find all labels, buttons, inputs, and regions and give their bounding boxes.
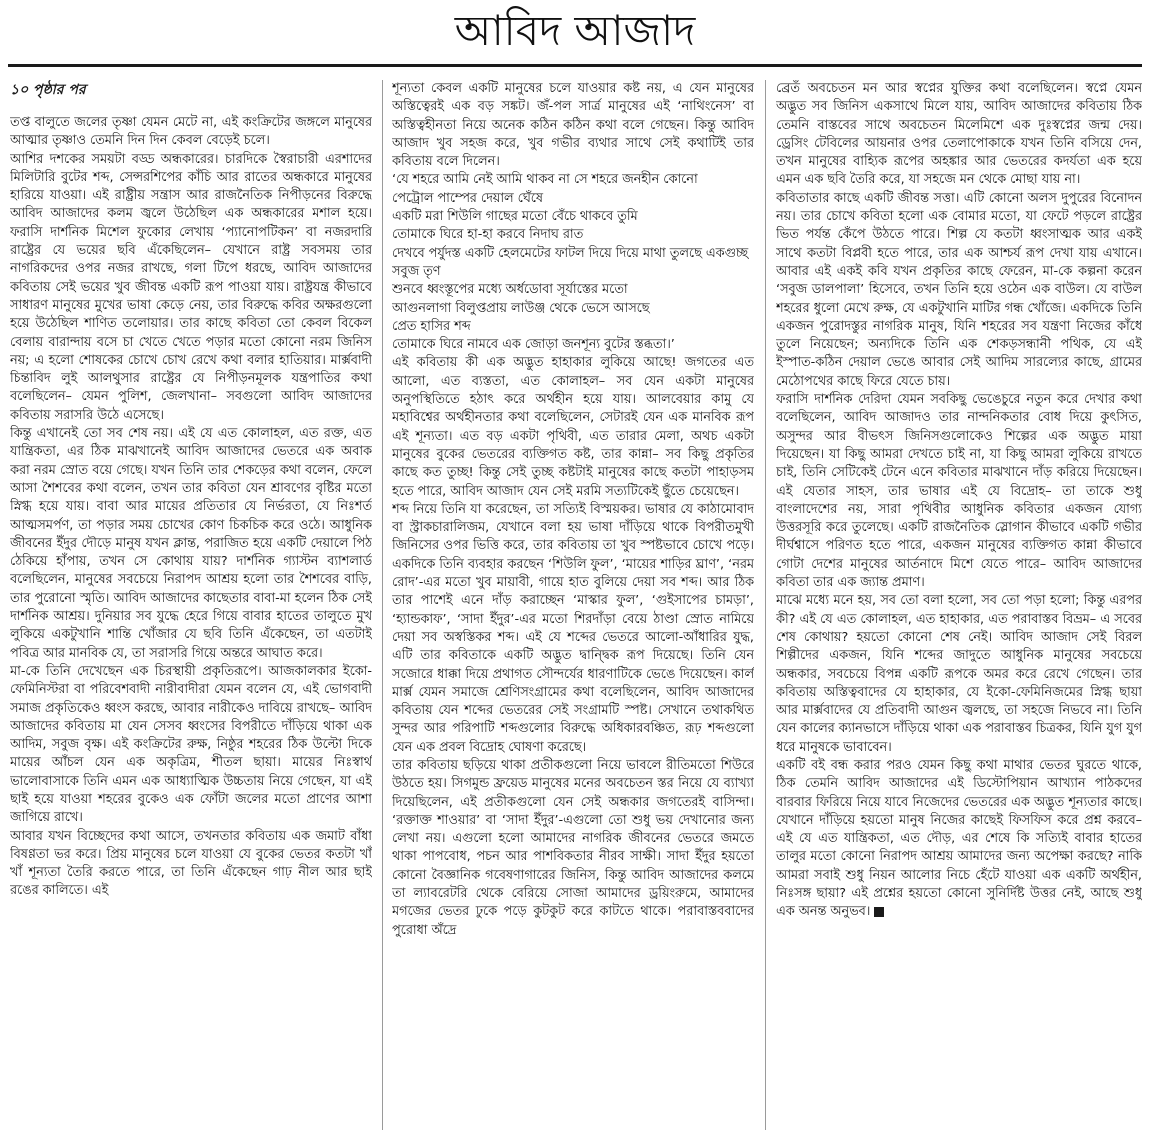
paragraph: আশির দশকের সময়টা বড্ড অন্ধকারের। চারদিকে স্বৈরাচারী এরশাদের মিলিটারি বুটের শব্দ, সেন্সরশিপের কাঁচি আর রাতের অন্ধকারে মানুষের হারিয়ে যাওয়া। এই রাষ্ট্রীয় সন্ত্রাস আর রাজনৈতিক নিপীড়নের বিরুদ্ধে আবিদ আজাদের কলম জ্বলে উঠেছিল এক অন্ধকারের মশাল হয়ে। ফরাসি দার্শনিক মিশেল ফুকোর লেখায় ‘প্যানোপটিকন’ বা নজরদারি রাষ্ট্রের যে ভয়ের ছবি এঁকেছিলেন– যেখানে রাষ্ট্র সবসময় তার নাগরিকদের ওপর নজর রাখছে, গলা টিপে ধরছে, আবিদ আজাদের কবিতায় সেই ভয়ের খুব জীবন্ত একটি রূপ পাওয়া যায়। রাষ্ট্রযন্ত্র কীভাবে সাধারণ মানুষের মুখের ভাষা কেড়ে নেয়, তার বিরুদ্ধে কবির অক্ষরগুলো হয়ে উঠেছিল শাণিত তলোয়ার। তার কাছে কবিতা তো কেবল বিকেল বেলায় বারান্দায় বসে চা খেতে খেতে পড়ার মতো কোনো নরম জিনিস নয়; এ হলো শোষকের চোখে চোখ রেখে কথা বলার হাতিয়ার। মার্ক্সবাদী চিন্তাবিদ লুই আলথুসার রাষ্ট্রের যে নিপীড়নমূলক যন্ত্রপাতির কথা বলেছিলেন– যেমন পুলিশ, জেলখানা– সবগুলো আবিদ আজাদের কবিতায় সরাসরি উঠে এসেছে।	[10, 151, 372, 423]
paragraph: আবার যখন বিচ্ছেদের কথা আসে, তখনতার কবিতায় এক জমাট বাঁধা বিষণ্ণতা ভর করে। প্রিয় মানুষের চলে যাওয়া যে বুকের ভেতর কতটা খাঁ খাঁ শূন্যতা তৈরি করতে পারে, তা তিনি এঁকেছেন গাঢ় নীল আর ছাই রঙের কালিতে। এই	[10, 828, 372, 899]
paragraph: মা-কে তিনি দেখেছেন এক চিরস্থায়ী প্রকৃতিরূপে। আজকালকার ইকো-ফেমিনিস্টরা বা পরিবেশবাদী নারীবাদীরা যেমন বলেন যে, এই ভোগবাদী সমাজ প্রকৃতিকেও ধ্বংস করছে, আবার নারীকেও দাবিয়ে রাখছে– আবিদ আজাদের কবিতায় মা যেন সেসব ধ্বংসের বিপরীতে দাঁড়িয়ে থাকা এক আদিম, সবুজ বৃক্ষ। এই কংক্রিটের রুক্ষ, নিষ্ঠুর শহরের ঠিক উল্টো দিকে মায়ের আঁচল যেন এক অকৃত্রিম, শীতল ছায়া। মায়ের নিঃস্বার্থ ভালোবাসাকে তিনি এমন এক আধ্যাত্মিক উচ্চতায় নিয়ে গেছেন, যা এই ছাই হয়ে যাওয়া শহরের বুকেও এক ফোঁটা জলের মতো প্রাণের আশা জাগিয়ে রাখে।	[10, 663, 372, 826]
poem-line: তোমাকে ঘিরে হা-হা করবে নিদাঘ রাত	[392, 227, 584, 243]
final-paragraph	[776, 757, 1142, 922]
paragraph: ব্রেতঁ অবচেতন মন আর স্বপ্নের যুক্তির কথা বলেছিলেন। স্বপ্নে যেমন অদ্ভুত সব জিনিস একসাথে মিলে যায়, আবিদ আজাদের কবিতায় ঠিক তেমনি বাস্তবের সাথে অবচেতন মিলেমিশে এক দুঃস্বপ্নের জন্ম দেয়। ড্রেসিং টেবিলের আয়নার ওপর তেলাপোকাকে যখন তিনি বসিয়ে দেন, তখন মানুষের বাহ্যিক রূপের অহঙ্কার আর ভেতরের কদর্যতা এক হয়ে এমন এক ছবি তৈরি করে, যা সহজে মন থেকে মোছা যায় না।	[776, 81, 1142, 188]
headline: আবিদ আজাদ	[454, 6, 696, 55]
paragraph-text: একটি বই বন্ধ করার পরও যেমন কিছু কথা মাথার ভেতর ঘুরতে থাকে, ঠিক তেমনি আবিদ আজাদের এই ডিস্টোপিয়ান আখ্যান পাঠকদের বারবার ফিরিয়ে নিয়ে যাবে নিজেদের ভেতরের এক অদ্ভুত শূন্যতার কাছে। যেখানে দাঁড়িয়ে হয়তো মানুষ নিজের কাছেই ফিসফিস করে প্রশ্ন করবে– এই যে এত যান্ত্রিকতা, এত দৌড়, এর শেষে কি সত্যিই বাবার হাতের তালুর মতো কোনো নিরাপদ আশ্রয় আমাদের জন্য অপেক্ষা করছে? নাকি আমরা সবাই শুধু নিয়ন আলোর নিচে হেঁটে যাওয়া এক একটি অর্থহীন, নিঃসঙ্গ ছায়া? এই প্রশ্নের হয়তো কোনো সুনির্দিষ্ট উত্তর নেই, আছে শুধু এক অনন্ত অনুভব।	[776, 757, 1142, 920]
paragraph: শব্দ নিয়ে তিনি যা করেছেন, তা সত্যিই বিস্ময়কর। ভাষার যে কাঠামোবাদ বা স্ট্রাকচারালিজম, যেখানে বলা হয় ভাষা দাঁড়িয়ে থাকে বিপরীতমুখী জিনিসের ওপর ভিত্তি করে, তার কবিতায় তা খুব স্পষ্টভাবে চোখে পড়ে। একদিকে তিনি ব্যবহার করছেন ‘শিউলি ফুল’, ‘মায়ের শাড়ির ঘ্রাণ’, ‘নরম রোদ’-এর মতো খুব মায়াবী, গায়ে হাত বুলিয়ে দেয়া সব শব্দ। আর ঠিক তার পাশেই এনে দাঁড় করাচ্ছেন ‘মাস্কার ফুল’, ‘গুইসাপের চামড়া’, ‘হ্যান্ডকাফ’, ‘সাদা ইঁদুর’-এর মতো শিরদাঁড়া বেয়ে ঠাণ্ডা স্রোত নামিয়ে দেয়া সব অস্বস্তিকর শব্দ। এই যে শব্দের ভেতরে আলো-আঁধারির যুদ্ধ, এটি তার কবিতাকে একটি অদ্ভুত দ্বান্দ্বিক রূপ দিয়েছে। তিনি যেন সজোরে ধাক্কা দিয়ে প্রথাগত সৌন্দর্যের ধারণাটিকে ভেঙে দিয়েছেন। কার্ল মার্ক্স যেমন সমাজে শ্রেণিসংগ্রামের কথা বলেছিলেন, আবিদ আজাদের কবিতায় যেন শব্দের ভেতরের সেই সংগ্রামটি স্পষ্ট। সেখানে তথাকথিত সুন্দর আর পরিপাটি শব্দগুলোর বিরুদ্ধে অধিকারবঞ্চিত, রূঢ় শব্দগুলো যেন এক প্রবল বিদ্রোহ ঘোষণা করেছে।	[392, 501, 754, 755]
article-column-2	[392, 80, 754, 1130]
poem-line: প্রেত হাসির শব্দ	[392, 318, 471, 334]
headline-rule	[8, 64, 1142, 67]
continued-from-label: ১০ পৃষ্ঠার পর	[10, 82, 86, 98]
paragraph: এই কবিতায় কী এক অদ্ভুত হাহাকার লুকিয়ে আছে! জগতের এত আলো, এত ব্যস্ততা, এত কোলাহল– সব যেন একটা মানুষের অনুপস্থিতিতে হঠাৎ করে অর্থহীন হয়ে যায়। আলবেয়ার কামু যে মহাবিশ্বের অর্থহীনতার কথা বলেছিলেন, সেটারই যেন এক মানবিক রূপ এই শূন্যতা। এত বড় একটা পৃথিবী, এত তারার মেলা, অথচ একটা মানুষের বুকের ভেতরের ব্যক্তিগত কষ্ট, তার কান্না– সব কিছু প্রকৃতির কাছে কত তুচ্ছ! কিন্তু সেই তুচ্ছ কষ্টটাই মানুষের কাছে কতটা পাহাড়সম হতে পারে, আবিদ আজাদ যেন সেই মরমি সত্যটিকেই ছুঁতে চেয়েছেন।	[392, 355, 754, 499]
paragraph: মাঝে মধ্যে মনে হয়, সব তো বলা হলো, সব তো পড়া হলো; কিন্তু এরপর কী? এই যে এত কোলাহল, এত হাহাকার, এত পরাবাস্তব বিভ্রম– এ সবের শেষ কোথায়? হয়তো কোনো শেষ নেই। আবিদ আজাদ সেই বিরল শিল্পীদের একজন, যিনি শব্দের জাদুতে আধুনিক মানুষের সবচেয়ে অন্ধকার, সবচেয়ে বিপন্ন একটি রূপকে অমর করে রেখে গেছেন। তার কবিতায় অস্তিত্ববাদের যে হাহাকার, যে ইকো-ফেমিনিজমের স্নিগ্ধ ছায়া আর মার্ক্সবাদের যে প্রতিবাদী আগুন জ্বলছে, তা সহজে নিভবে না। তিনি যেন কালের ক্যানভাসে দাঁড়িয়ে থাকা এক পরাবাস্তব চিত্রকর, যিনি যুগ যুগ ধরে মানুষকে ভাবাবেন।	[776, 593, 1142, 755]
article-column-1	[10, 80, 372, 1130]
paragraph: তপ্ত বালুতে জলের তৃষ্ণা যেমন মেটে না, এই কংক্রিটের জঙ্গলে মানুষের আত্মার তৃষ্ণাও তেমনি দিন দিন কেবল বেড়েই চলে।	[10, 115, 372, 149]
poem-line: পেট্রোল পাম্পের দেয়াল ঘেঁষে	[392, 190, 543, 206]
poem-line: শুনবে ধ্বংস্তূপের মধ্যে অর্ধডোবা সূর্যাস্তের মতো	[392, 282, 628, 298]
paragraph: তার কবিতায় ছড়িয়ে থাকা প্রতীকগুলো নিয়ে ভাবলে রীতিমতো শিউরে উঠতে হয়। সিগমুন্ড ফ্রয়েড মানুষের মনের অবচেতন স্তর নিয়ে যে ব্যাখ্যা দিয়েছিলেন, এই প্রতীকগুলো যেন সেই অন্ধকার জগতেরই বাসিন্দা। ‘রক্তাক্ত শাওয়ার’ বা ‘সাদা ইঁদুর’-এগুলো তো শুধু ভয় দেখানোর জন্য লেখা নয়। এগুলো হলো আমাদের নাগরিক জীবনের ভেতরে জমতে থাকা পাপবোধ, পচন আর পাশবিকতার নীরব সাক্ষী। সাদা ইঁদুর হয়তো কোনো বৈজ্ঞানিক গবেষণাগারের জিনিস, কিন্তু আবিদ আজাদের কলমে তা ল্যাবরেটরি থেকে বেরিয়ে সোজা আমাদের ড্রয়িংরুমে, আমাদের মগজের ভেতর ঢুকে পড়ে কুটকুট করে কাটতে থাকে। পরাবাস্তববাদের পুরোধা অঁদ্রে	[392, 757, 754, 938]
paragraph: ফরাসি দার্শনিক দেরিদা যেমন সবকিছু ভেঙেচুরে নতুন করে দেখার কথা বলেছিলেন, আবিদ আজাদও তার নান্দনিকতার বোধ দিয়ে কুৎসিত, অসুন্দর আর বীভৎস জিনিসগুলোকেও শিল্পের এক অদ্ভুত মায়া দিয়েছেন। যা কিছু আমরা দেখতে চাই না, যা কিছু আমরা লুকিয়ে রাখতে চাই, তিনি সেটিকেই টেনে এনে কবিতার মাঝখানে দাঁড় করিয়ে দিয়েছেন। এই যেতার সাহস, তার ভাষার এই যে বিদ্রোহ– তা তাকে শুধু বাংলাদেশের নয়, সারা পৃথিবীর আধুনিক কবিতার একজন যোগ্য উত্তরসূরি করে তুলেছে। একটি রাজনৈতিক স্লোগান কীভাবে একটি গভীর দীর্ঘশ্বাসে পরিণত হতে পারে, একজন মানুষের ব্যক্তিগত কান্না কীভাবে গোটা দেশের মানুষের আর্তনাদে মিশে যেতে পারে– আবিদ আজাদের কবিতা তার এক জ্যান্ত প্রমাণ।	[776, 392, 1142, 591]
column-divider	[382, 80, 383, 1130]
poem-line: একটি মরা শিউলি গাছের মতো বেঁচে থাকবে তুমি	[392, 209, 638, 225]
poem-line: ‘যে শহরে আমি নেই আমি থাকব না সে শহরে জনহীন কোনো	[392, 172, 698, 188]
poem-line: আগুনলাগা বিলুপ্তপ্রায় লাউঞ্জ থেকে ভেসে আসছে	[392, 300, 650, 316]
column-divider	[765, 80, 766, 1130]
end-of-article-square-icon	[874, 907, 884, 917]
poem-line: দেখবে পর্যুদস্ত একটি হেলমেটের ফাটল দিয়ে দিয়ে মাথা তুলছে একগুচ্ছ সবুজ তৃণ	[392, 245, 749, 279]
paragraph: কিন্তু এখানেই তো সব শেষ নয়। এই যে এত কোলাহল, এত রক্ত, এত যান্ত্রিকতা, এর ঠিক মাঝখানেই আবিদ আজাদের ভেতরে এক অবাক করা নরম স্রোত বয়ে গেছে। যখন তিনি তার শেকড়ের কথা বলেন, ফেলে আসা শৈশবের কথা বলেন, তখন তার কবিতা যেন শ্রাবণের বৃষ্টির মতো স্নিগ্ধ হয়ে যায়। বাবা আর মায়ের প্রতিতার যে নির্ভরতা, যে নিঃশর্ত আত্মসমর্পণ, তা পড়ার সময় চোখের কোণ চিকচিক করে ওঠে। আধুনিক জীবনের ইঁদুর দৌড়ে মানুষ যখন ক্লান্ত, পরাজিত হয়ে একটি দেয়ালে পিঠ ঠেকিয়ে হাঁপায়, তখন সে কোথায় যায়? দার্শনিক গ্যাস্টন ব্যাশলার্ড বলেছিলেন, মানুষের সবচেয়ে নিরাপদ আশ্রয় হলো তার শৈশবের বাড়ি, তার পুরোনো স্মৃতি। আবিদ আজাদের কাছেতার বাবা-মা হলেন ঠিক সেই দার্শনিক আশ্রয়। দুনিয়ার সব যুদ্ধে হেরে গিয়ে বাবার হাতের তালুতে মুখ লুকিয়ে একটুখানি শান্তি খোঁজার যে ছবি তিনি এঁকেছেন, তা এতটাই পবিত্র আর মানবিক যে, তা সরাসরি গিয়ে অন্তরে আঘাত করে।	[10, 426, 372, 661]
paragraph: কবিতাতার কাছে একটি জীবন্ত সত্তা। এটি কোনো অলস দুপুরের বিনোদন নয়। তার চোখে কবিতা হলো এক বোমার মতো, যা ফেটে পড়লে রাষ্ট্রের ভিত পর্যন্ত কেঁপে উঠতে পারে। শিল্প যে কতটা ধ্বংসাত্মক আর একই সাথে কতটা বিপ্লবী হতে পারে, তার এক আশ্চর্য রূপ দেখা যায় এখানে। আবার এই একই কবি যখন প্রকৃতির কাছে ফেরেন, মা-কে কল্পনা করেন ‘সবুজ ডালপালা’ হিসেবে, তখন তিনি হয়ে ওঠেন এক বাউল। যে বাউল শহরের ধুলো মেখে রুক্ষ, যে একটুখানি মাটির গন্ধ খোঁজে। একদিকে তিনি একজন পুরোদস্তুর নাগরিক মানুষ, যিনি শহরের সব যন্ত্রণা নিজের কাঁধে তুলে নিয়েছেন; অন্যদিকে তিনি এক শেকড়সন্ধানী পথিক, যে এই ইস্পাত-কঠিন দেয়াল ভেঙে আবার সেই আদিম সারল্যের কাছে, গ্রামের মেঠোপথের কাছে ফিরে যেতে চায়।	[776, 190, 1142, 389]
poem-line: তোমাকে ঘিরে নামবে এক জোড়া জনশূন্য বুটের স্তব্ধতা।’	[392, 337, 675, 353]
paragraph: শূন্যতা কেবল একটি মানুষের চলে যাওয়ার কষ্ট নয়, এ যেন মানুষের অস্তিত্বেরই এক বড় সঙ্কট। জঁ-পল সার্ত্র মানুষের এই ‘নাথিংনেস’ বা অস্তিত্বহীনতা নিয়ে অনেক কঠিন কঠিন কথা বলে গেছেন। কিন্তু আবিদ আজাদ খুব সহজ করে, খুব গভীর ব্যথার সাথে সেই কথাটিই তার কবিতায় বলে দিলেন।	[392, 81, 754, 170]
article-column-3	[776, 80, 1142, 1130]
